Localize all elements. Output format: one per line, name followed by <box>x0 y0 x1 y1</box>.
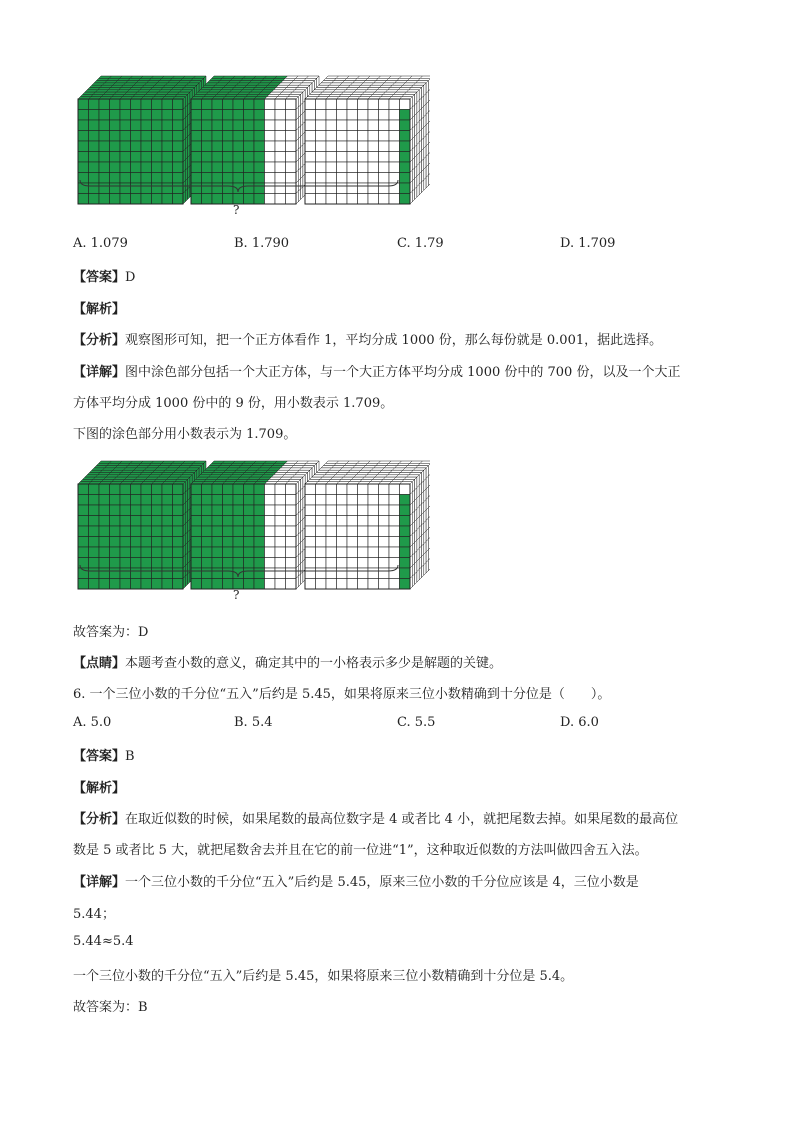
cubes-illustration <box>70 70 430 220</box>
jiexi-line <box>73 298 125 317</box>
dianjing-tag: 【点睛】 <box>73 656 126 671</box>
q6-detail-text-1: 一个三位小数的千分位“五入”后约是 5.45，原来三位小数的千分位应该是 4，三位小数是 <box>125 875 639 890</box>
q6-final-answer: 故答案为：B <box>73 1000 148 1015</box>
detail-text-1: 图中涂色部分包括一个大正方体，与一个大正方体平均分成 1000 份中的 700 份，以及一个大正 <box>125 365 681 380</box>
q6-answer-line <box>73 745 135 764</box>
answer-line <box>73 266 135 285</box>
fenxi-line <box>73 329 662 348</box>
option-c: C. 1.79 <box>397 236 444 251</box>
jiexi-tag: 【解析】 <box>73 302 126 317</box>
q6-option-c: C. 5.5 <box>397 715 436 730</box>
cubes-figure-1 <box>70 70 430 224</box>
q6-jiexi-line <box>73 777 125 796</box>
q6-answer-text: B <box>125 749 135 764</box>
final-answer: 故答案为：D <box>73 625 149 640</box>
answer-text: D <box>125 270 136 285</box>
q6-detail-tag: 【详解】 <box>73 875 126 890</box>
fenxi-tag: 【分析】 <box>73 333 126 348</box>
option-b: B. 1.790 <box>234 236 290 251</box>
question-6-stem: 6. 一个三位小数的千分位“五入”后约是 5.45，如果将原来三位小数精确到十分位是（ ）。 <box>73 687 611 702</box>
option-d: D. 1.709 <box>560 236 616 251</box>
figure-caption: ? <box>233 588 240 602</box>
below-text: 下图的涂色部分用小数表示为 1.709。 <box>73 427 297 442</box>
q6-fenxi-text-1: 在取近似数的时候，如果尾数的最高位数字是 4 或者比 4 小，就把尾数去掉。如果尾数的最高位 <box>125 812 679 827</box>
q6-option-d: D. 6.0 <box>560 715 599 730</box>
dianjing-text: 本题考查小数的意义，确定其中的一小格表示多少是解题的关键。 <box>125 656 503 671</box>
dianjing-line <box>73 652 502 671</box>
figure-caption: ? <box>233 203 240 217</box>
q6-option-a: A. 5.0 <box>73 715 112 730</box>
cubes-illustration <box>70 455 430 605</box>
option-a: A. 1.079 <box>73 236 128 251</box>
q6-detail-line-4: 一个三位小数的千分位“五入”后约是 5.45，如果将原来三位小数精确到十分位是 5.4。 <box>73 969 574 984</box>
q6-detail-line-3: 5.44≈5.4 <box>73 934 134 949</box>
q6-detail-line-2: 5.44； <box>73 907 115 922</box>
q6-fenxi-line-2: 数是 5 或者比 5 大，就把尾数舍去并且在它的前一位进“1”，这种取近似数的方法叫做四舍五入法。 <box>73 843 648 858</box>
detail-line-2: 方体平均分成 1000 份中的 9 份，用小数表示 1.709。 <box>73 396 394 411</box>
q6-detail-line-1 <box>73 871 639 890</box>
cubes-figure-2 <box>70 455 430 609</box>
q6-jiexi-tag: 【解析】 <box>73 781 126 796</box>
q6-answer-tag: 【答案】 <box>73 749 126 764</box>
answer-tag: 【答案】 <box>73 270 126 285</box>
detail-line-1 <box>73 361 680 380</box>
fenxi-text: 观察图形可知，把一个正方体看作 1，平均分成 1000 份，那么每份就是 0.001，据此选择。 <box>125 333 663 348</box>
q6-option-b: B. 5.4 <box>234 715 273 730</box>
q6-fenxi-tag: 【分析】 <box>73 812 126 827</box>
detail-tag: 【详解】 <box>73 365 126 380</box>
q6-fenxi-line-1 <box>73 808 678 827</box>
